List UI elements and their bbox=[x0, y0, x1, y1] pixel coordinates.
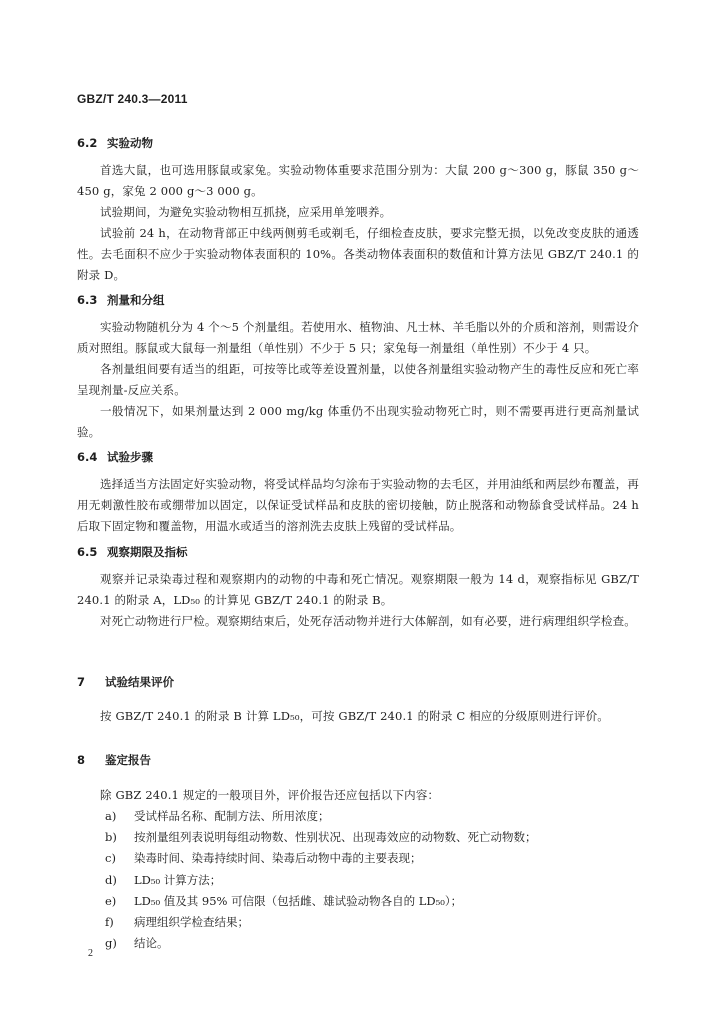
list-marker: g) bbox=[105, 936, 117, 951]
paragraph: 选择适当方法固定好实验动物，将受试样品均匀涂布于实验动物的去毛区，并用油纸和两层纱布覆盖，再用无刺激性胶布或绷带加以固定，以保证受试样品和皮肤的密切接触，防止脱落和动物舔食受试样品。24 h 后取下固定物和覆盖物，用温水或适当的溶剂洗去皮肤上残留的受试样品。 bbox=[77, 477, 639, 533]
list-item-text: 按剂量组列表说明每组动物数、性别状况、出现毒效应的动物数、死亡动物数； bbox=[134, 830, 537, 845]
list-item-text: 病理组织学检查结果； bbox=[134, 915, 249, 930]
list-item bbox=[105, 933, 645, 954]
paragraph: 一般情况下，如果剂量达到 2 000 mg/kg 体重仍不出现实验动物死亡时，则不需要再进行更高剂量试验。 bbox=[77, 404, 639, 439]
section-title: 试验结果评价 bbox=[105, 675, 174, 689]
section-heading-6-5 bbox=[77, 544, 188, 560]
paragraph: 各剂量组间要有适当的组距，可按等比或等差设置剂量，以使各剂量组实验动物产生的毒性反应和死亡率呈现剂量-反应关系。 bbox=[77, 362, 639, 397]
list-item bbox=[105, 848, 645, 869]
section-title: 鉴定报告 bbox=[105, 753, 151, 767]
list-marker: a) bbox=[105, 809, 117, 823]
paragraph: 首选大鼠，也可选用豚鼠或家兔。实验动物体重要求范围分别为：大鼠 200 g～300 g，豚鼠 350 g～450 g，家兔 2 000 g～3 000 g。 bbox=[77, 163, 639, 198]
document-code: GBZ/T 240.3—2011 bbox=[77, 92, 188, 106]
list-marker: e) bbox=[105, 893, 117, 908]
section-title: 观察期限及指标 bbox=[107, 545, 188, 559]
paragraph: 观察并记录染毒过程和观察期内的动物的中毒和死亡情况。观察期限一般为 14 d，观察指标见 GBZ/T 240.1 的附录 A，LD₅₀ 的计算见 GBZ/T 240.1 的附录 B。 bbox=[77, 572, 639, 607]
section-heading-6-4 bbox=[77, 449, 153, 465]
list-item-text: 结论。 bbox=[134, 936, 169, 951]
list-item-text: 染毒时间、染毒持续时间、染毒后动物中毒的主要表现； bbox=[134, 851, 422, 866]
list-item bbox=[105, 806, 645, 827]
section-number: 6.3 bbox=[77, 293, 98, 307]
paragraph: 除 GBZ 240.1 规定的一般项目外，评价报告还应包括以下内容： bbox=[100, 788, 440, 802]
section-number: 6.2 bbox=[77, 136, 98, 150]
section-title: 实验动物 bbox=[107, 136, 153, 150]
section-heading-7 bbox=[77, 674, 174, 690]
paragraph: 试验前 24 h，在动物背部正中线两侧剪毛或剃毛，仔细检查皮肤，要求完整无损，以免改变皮肤的通透性。去毛面积不应少于实验动物体表面积的 10%。各类动物体表面积的数值和计算方法见 GBZ/T 240.1 的附录 D。 bbox=[77, 226, 639, 282]
list-item bbox=[105, 891, 645, 912]
section-number: 8 bbox=[77, 753, 86, 767]
paragraph: 对死亡动物进行尸检。观察期结束后，处死存活动物并进行大体解剖，如有必要，进行病理组织学检查。 bbox=[100, 614, 636, 628]
paragraph: 按 GBZ/T 240.1 的附录 B 计算 LD₅₀，可按 GBZ/T 240.1 的附录 C 相应的分级原则进行评价。 bbox=[100, 709, 609, 723]
section-heading-6-2 bbox=[77, 135, 153, 151]
list-item-text: 受试样品名称、配制方法、所用浓度； bbox=[134, 809, 330, 823]
section-title: 剂量和分组 bbox=[107, 293, 165, 307]
list-item bbox=[105, 870, 645, 891]
paragraph: 试验期间，为避免实验动物相互抓挠，应采用单笼喂养。 bbox=[100, 205, 392, 219]
report-items-list bbox=[105, 806, 645, 954]
list-item-text: LD₅₀ 值及其 95% 可信限（包括雌、雄试验动物各自的 LD₅₀）； bbox=[134, 893, 463, 908]
paragraph: 实验动物随机分为 4 个～5 个剂量组。若使用水、植物油、凡士林、羊毛脂以外的介质和溶剂，则需设介质对照组。豚鼠或大鼠每一剂量组（单性别）不少于 5 只；家兔每一剂量组（单性别）不少于 4 只。 bbox=[77, 320, 639, 355]
list-marker: d) bbox=[105, 872, 117, 887]
list-item bbox=[105, 827, 645, 848]
section-number: 6.4 bbox=[77, 450, 98, 464]
list-marker: c) bbox=[105, 851, 116, 866]
section-heading-6-3 bbox=[77, 292, 165, 308]
list-item-text: LD₅₀ 计算方法； bbox=[134, 872, 222, 887]
section-title: 试验步骤 bbox=[107, 450, 153, 464]
list-marker: b) bbox=[105, 830, 117, 845]
section-heading-8 bbox=[77, 752, 151, 768]
list-marker: f) bbox=[105, 915, 114, 930]
list-item bbox=[105, 912, 645, 933]
section-number: 7 bbox=[77, 675, 86, 689]
page-number: 2 bbox=[88, 948, 93, 959]
section-number: 6.5 bbox=[77, 545, 98, 559]
